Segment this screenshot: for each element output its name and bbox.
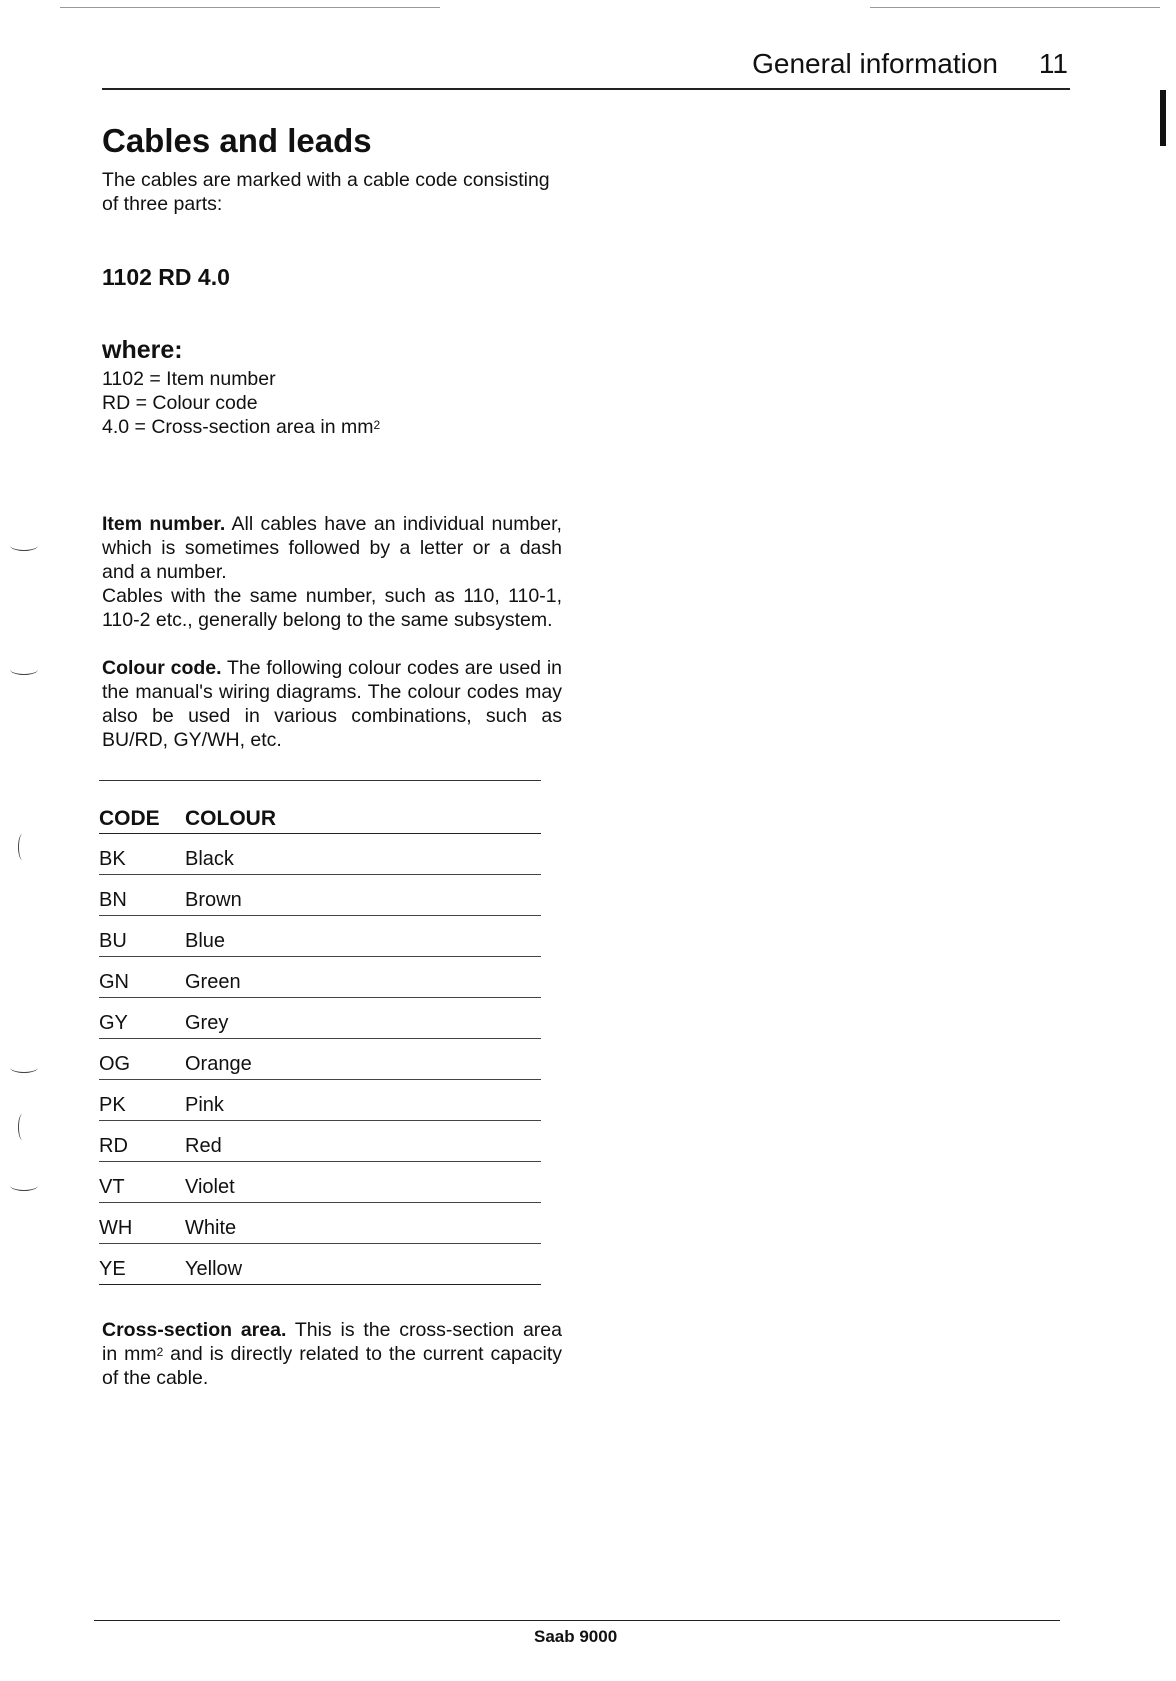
table-top-rule [99, 780, 541, 781]
cell-colour: Red [185, 1135, 222, 1157]
cell-code: YE [99, 1258, 126, 1280]
cell-code: PK [99, 1094, 126, 1116]
table-body [99, 834, 541, 1285]
legend-item-cross-section-text: 4.0 = Cross-section area in mm [102, 416, 374, 438]
binding-hole-mark [10, 540, 38, 551]
legend-item-number: 1102 = Item number [102, 368, 276, 390]
table-row [99, 1080, 541, 1121]
cell-code: GN [99, 971, 129, 993]
cell-colour: White [185, 1217, 237, 1239]
cell-colour: Grey [185, 1012, 229, 1034]
cable-code-example: 1102 RD 4.0 [102, 264, 230, 290]
table-row [99, 875, 541, 916]
item-number-lead: Item number. [102, 513, 226, 535]
cell-colour: Orange [185, 1053, 252, 1075]
table-row [99, 1203, 541, 1244]
binding-hole-mark [10, 1180, 38, 1191]
colour-code-lead: Colour code. [102, 657, 222, 679]
section-title: Cables and leads [102, 122, 372, 159]
scan-artifact-line [60, 7, 440, 8]
cell-colour: Violet [185, 1176, 235, 1198]
table-row [99, 1244, 541, 1285]
cross-section-body-2: and is directly related to the current capacity of the cable. [102, 1343, 562, 1389]
colour-code-paragraph [102, 656, 562, 752]
item-number-text [102, 512, 562, 584]
intro-text: The cables are marked with a cable code consisting of three parts: [102, 169, 550, 215]
page-number: 11 [1038, 48, 1068, 79]
cell-colour: Yellow [185, 1258, 243, 1280]
colour-code-body: The following colour codes are used in the manual's wiring diagrams. The colour codes may also be used in various combinations, such as BU/RD, GY/WH, etc. [102, 657, 562, 751]
header-title: General information [752, 48, 998, 79]
where-heading: where: [102, 336, 183, 364]
scan-artifact-line [870, 7, 1160, 8]
cross-section-paragraph [102, 1318, 562, 1390]
cell-code: VT [99, 1176, 125, 1198]
cell-colour: Blue [185, 930, 226, 952]
table-row [99, 957, 541, 998]
legend-item-cross-section [102, 415, 562, 439]
header-colour: COLOUR [185, 807, 276, 830]
code-legend-list [102, 367, 562, 439]
cell-colour: Green [185, 971, 241, 993]
cross-section-lead: Cross-section area. [102, 1319, 287, 1341]
cell-code: WH [99, 1217, 133, 1239]
binding-hole-mark [10, 1062, 38, 1073]
cell-code: BN [99, 889, 127, 911]
cell-code: OG [99, 1053, 131, 1075]
cell-code: BU [99, 930, 127, 952]
header-code: CODE [99, 807, 160, 830]
table-row [99, 916, 541, 957]
page-footer [94, 1620, 1060, 1646]
cell-code: GY [99, 1012, 128, 1034]
scan-edge-mark [1160, 90, 1166, 146]
table-row [99, 834, 541, 875]
table-row [99, 998, 541, 1039]
binding-hole-mark [18, 834, 27, 860]
table-header-row [99, 791, 541, 834]
page-header [102, 44, 1070, 90]
superscript-two: 2 [373, 418, 381, 432]
binding-hole-mark [10, 664, 38, 675]
colour-code-table [99, 780, 541, 1285]
superscript-two: 2 [156, 1345, 164, 1359]
cell-code: BK [99, 848, 126, 870]
item-number-paragraph [102, 512, 562, 632]
footer-text: Saab 9000 [534, 1627, 618, 1646]
cell-code: RD [99, 1135, 128, 1157]
cross-section-body-1: This is the cross-section area in mm [102, 1319, 562, 1365]
table-row [99, 1162, 541, 1203]
cell-colour: Pink [185, 1094, 224, 1116]
cell-colour: Black [185, 848, 234, 870]
legend-item-colour: RD = Colour code [102, 392, 258, 414]
cell-colour: Brown [185, 889, 242, 911]
table-row [99, 1121, 541, 1162]
item-number-text-2: Cables with the same number, such as 110, 110-1, 110-2 etc., generally belong to the same subsystem. [102, 585, 562, 631]
binding-hole-mark [18, 1114, 27, 1140]
table-row [99, 1039, 541, 1080]
item-number-body: All cables have an individual number, which is sometimes followed by a letter or a dash and a number. [102, 513, 562, 583]
